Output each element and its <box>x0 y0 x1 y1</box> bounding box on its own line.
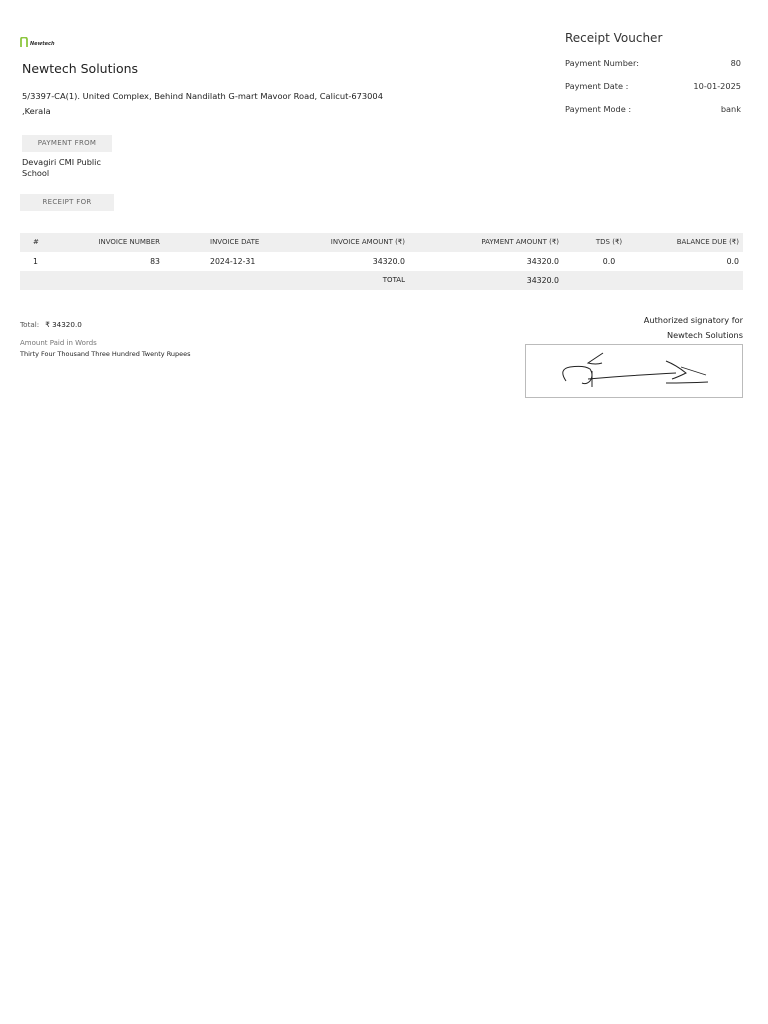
row-balance-due: 0.0 <box>726 257 739 266</box>
header-payment-amount: PAYMENT AMOUNT (₹) <box>481 238 559 246</box>
row-payment-amount: 34320.0 <box>526 257 559 266</box>
signatory-label <box>560 313 743 343</box>
payment-from-label: PAYMENT FROM <box>22 135 112 152</box>
header-balance-due: BALANCE DUE (₹) <box>676 238 739 246</box>
payment-mode-value: bank <box>720 104 741 114</box>
signature-box <box>525 344 743 398</box>
logo-text: Newtech <box>30 41 55 47</box>
payment-mode-label: Payment Mode : <box>565 104 632 114</box>
company-logo <box>20 37 55 47</box>
receipt-for-label: RECEIPT FOR <box>20 194 114 211</box>
row-tds: 0.0 <box>602 257 616 266</box>
voucher-title: Receipt Voucher <box>565 31 663 45</box>
signatory-line-2: Newtech Solutions <box>666 330 743 340</box>
header-index: # <box>33 238 39 246</box>
signature-image <box>526 345 742 397</box>
total-label: TOTAL <box>382 276 405 284</box>
amount-words-label: Amount Paid in Words <box>20 339 97 347</box>
row-invoice-date: 2024-12-31 <box>210 257 256 266</box>
payment-date-label: Payment Date : <box>565 81 629 91</box>
invoice-table <box>20 233 743 290</box>
summary-total-label: Total: <box>20 320 40 329</box>
table-row <box>20 252 743 271</box>
company-address <box>22 89 422 119</box>
total-summary <box>20 320 82 329</box>
row-invoice-amount: 34320.0 <box>372 257 405 266</box>
newtech-logo-icon <box>20 37 28 47</box>
payment-date-value: 10-01-2025 <box>693 81 741 91</box>
table-header-row <box>20 233 743 252</box>
payer-name-line-2: School <box>22 168 50 178</box>
payer-name <box>22 157 122 179</box>
header-invoice-amount: INVOICE AMOUNT (₹) <box>330 238 405 246</box>
header-invoice-date: INVOICE DATE <box>210 238 260 246</box>
row-invoice-number: 83 <box>150 257 160 266</box>
payment-number-label: Payment Number: <box>565 58 639 68</box>
header-invoice-number: INVOICE NUMBER <box>98 238 160 246</box>
payment-number-row <box>565 58 741 68</box>
summary-total-value: ₹ 34320.0 <box>45 320 82 329</box>
payment-date-row <box>565 81 741 91</box>
total-value: 34320.0 <box>526 276 559 285</box>
amount-words: Thirty Four Thousand Three Hundred Twenty Rupees <box>20 350 191 358</box>
payment-number-value: 80 <box>730 58 741 68</box>
payment-mode-row <box>565 104 741 114</box>
header-tds: TDS (₹) <box>595 238 623 246</box>
address-line-2: ,Kerala <box>22 106 51 116</box>
payer-name-line-1: Devagiri CMI Public <box>22 157 101 167</box>
table-total-row <box>20 271 743 290</box>
address-line-1: 5/3397-CA(1). United Complex, Behind Nandilath G-mart Mavoor Road, Calicut-673004 <box>22 91 383 101</box>
company-name: Newtech Solutions <box>22 61 139 76</box>
row-index: 1 <box>33 257 38 266</box>
signatory-line-1: Authorized signatory for <box>643 315 743 325</box>
